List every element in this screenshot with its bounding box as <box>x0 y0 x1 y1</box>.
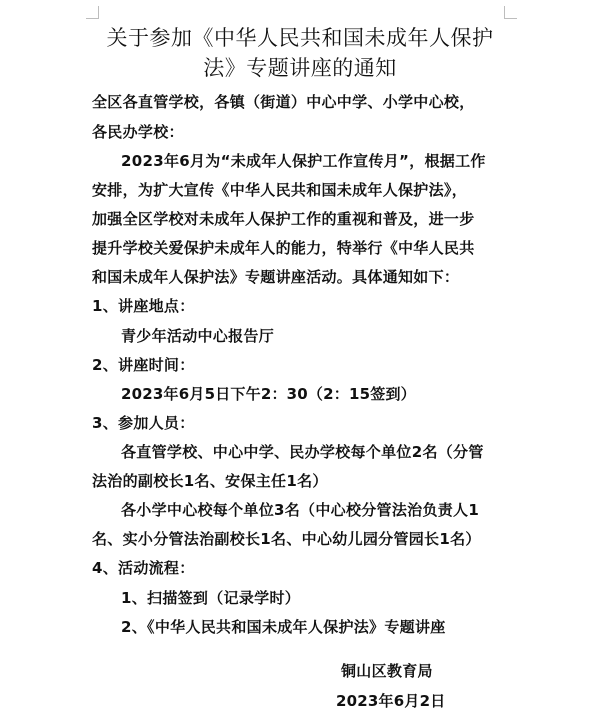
page-corner-mark-left <box>86 6 99 19</box>
section-1-heading: 1、讲座地点： <box>92 297 195 315</box>
section-2-heading: 2、讲座时间： <box>92 356 195 374</box>
salutation-line-1: 全区各直管学校，各镇（街道）中心中学、小学中心校， <box>92 93 475 111</box>
section-3-heading: 3、参加人员： <box>92 414 195 432</box>
intro-line-4: 提升学校关爱保护未成年人的能力，特举行《中华人民共 <box>92 239 475 257</box>
issuer-name: 铜山区教育局 <box>341 662 433 680</box>
page-corner-mark-right <box>504 6 517 19</box>
section-1-body: 青少年活动中心报告厅 <box>121 327 275 345</box>
section-3-paragraph-1-line-1: 各直管学校、中心中学、民办学校每个单位2名（分管 <box>121 443 484 461</box>
intro-line-1: 2023年6月为“未成年人保护工作宣传月”，根据工作 <box>121 152 486 170</box>
section-4-item-2: 2、《中华人民共和国未成年人保护法》专题讲座 <box>121 618 446 636</box>
section-4-item-1: 1、扫描签到（记录学时） <box>121 589 301 607</box>
section-3-paragraph-2-line-2: 名、实小分管法治副校长1名、中心幼儿园分管园长1名） <box>92 530 481 548</box>
intro-line-5: 和国未成年人保护法》专题讲座活动。具体通知如下： <box>92 268 460 286</box>
section-3-paragraph-2-line-1: 各小学中心校每个单位3名（中心校分管法治负责人1 <box>121 501 480 519</box>
section-3-paragraph-1-line-2: 法治的副校长1名、安保主任1名） <box>92 472 328 490</box>
issue-date: 2023年6月2日 <box>336 692 446 710</box>
document-title-line-1: 关于参加《中华人民共和国未成年人保护 <box>106 26 494 50</box>
intro-line-2: 安排，为扩大宣传《中华人民共和国未成年人保护法》， <box>92 181 468 199</box>
section-4-heading: 4、活动流程： <box>92 559 195 577</box>
document-title-line-2: 法》专题讲座的通知 <box>203 56 397 80</box>
intro-line-3: 加强全区学校对未成年人保护工作的重视和普及，进一步 <box>92 210 475 228</box>
section-2-body: 2023年6月5日下午2：30（2：15签到） <box>121 385 416 403</box>
salutation-line-2: 各民办学校： <box>92 123 184 141</box>
